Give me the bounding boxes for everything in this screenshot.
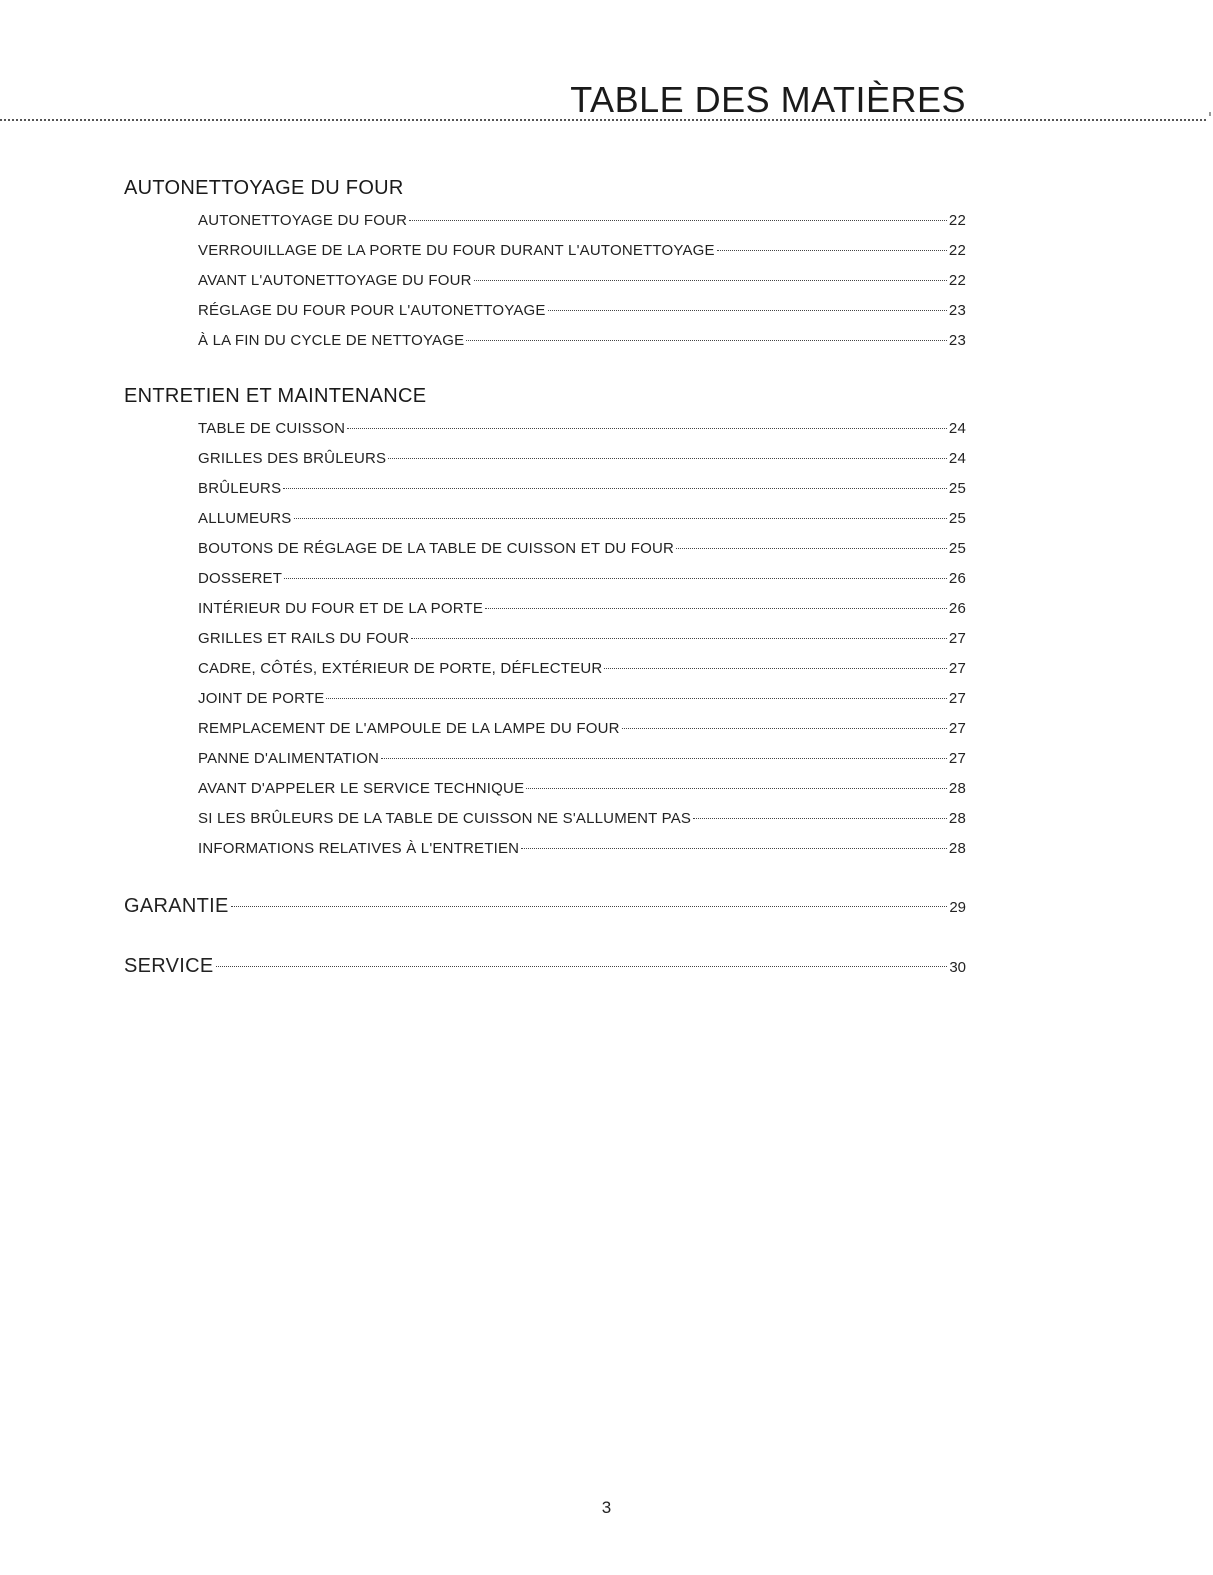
section-spacer: [124, 926, 966, 946]
table-of-contents: [124, 170, 966, 986]
toc-entry[interactable]: [198, 414, 966, 444]
dot-leader: [622, 728, 947, 729]
toc-entry-page: 22: [948, 272, 966, 289]
toc-entry[interactable]: [198, 654, 966, 684]
toc-entry-label: TABLE DE CUISSON: [198, 420, 346, 437]
page-title: TABLE DES MATIÈRES: [570, 79, 966, 120]
toc-entry-page: 28: [948, 810, 966, 827]
dot-leader: [283, 488, 947, 489]
toc-entry[interactable]: [198, 684, 966, 714]
dot-leader: [526, 788, 947, 789]
toc-entry-page: 28: [948, 840, 966, 857]
toc-entry-label: SI LES BRÛLEURS DE LA TABLE DE CUISSON NE S'ALLUMENT PAS: [198, 810, 692, 827]
toc-entry[interactable]: [198, 714, 966, 744]
toc-entry-garantie[interactable]: [124, 886, 966, 926]
section-title: ENTRETIEN ET MAINTENANCE: [124, 385, 427, 407]
toc-entry-page: 27: [948, 720, 966, 737]
toc-entry-label: AVANT D'APPELER LE SERVICE TECHNIQUE: [198, 780, 525, 797]
toc-entry-label: SERVICE: [124, 955, 214, 977]
toc-entry-page: 29: [949, 899, 966, 916]
section-entries: [124, 414, 966, 864]
dot-leader: [388, 458, 947, 459]
dot-leader: [693, 818, 947, 819]
toc-entry-page: 27: [948, 630, 966, 647]
toc-entry-page: 26: [948, 570, 966, 587]
dot-leader: [216, 966, 948, 967]
toc-entry[interactable]: [198, 594, 966, 624]
toc-entry[interactable]: [198, 834, 966, 864]
toc-entry-label: ALLUMEURS: [198, 510, 292, 527]
page-number: 3: [601, 1498, 612, 1517]
toc-entry[interactable]: [198, 326, 966, 356]
toc-entry-label: BRÛLEURS: [198, 480, 282, 497]
toc-entry-label: À LA FIN DU CYCLE DE NETTOYAGE: [198, 332, 465, 349]
toc-entry-label: BOUTONS DE RÉGLAGE DE LA TABLE DE CUISSON ET DU FOUR: [198, 540, 675, 557]
dot-leader: [676, 548, 947, 549]
toc-section-autonettoyage: [124, 170, 966, 356]
toc-entry-label: RÉGLAGE DU FOUR POUR L'AUTONETTOYAGE: [198, 302, 546, 319]
toc-entry-label: GRILLES ET RAILS DU FOUR: [198, 630, 410, 647]
toc-entry-label: GRILLES DES BRÛLEURS: [198, 450, 387, 467]
page-header: [0, 0, 1213, 130]
section-title: AUTONETTOYAGE DU FOUR: [124, 177, 404, 199]
dot-leader: [474, 280, 947, 281]
toc-entry[interactable]: [198, 744, 966, 774]
toc-entry-page: 30: [949, 959, 966, 976]
toc-entry-label: VERROUILLAGE DE LA PORTE DU FOUR DURANT L'AUTONETTOYAGE: [198, 242, 715, 259]
toc-entry[interactable]: [198, 534, 966, 564]
toc-entry[interactable]: [198, 266, 966, 296]
toc-entry-page: 27: [948, 690, 966, 707]
toc-entry-page: 25: [948, 510, 966, 527]
dot-leader: [231, 906, 948, 907]
toc-entry[interactable]: [198, 774, 966, 804]
toc-entry-page: 24: [948, 420, 966, 437]
edge-mark: [1209, 112, 1211, 116]
toc-entry-page: 25: [948, 540, 966, 557]
toc-entry-label: CADRE, CÔTÉS, EXTÉRIEUR DE PORTE, DÉFLECTEUR: [198, 660, 603, 677]
toc-entry-page: 23: [948, 332, 966, 349]
toc-entry-label: INTÉRIEUR DU FOUR ET DE LA PORTE: [198, 600, 484, 617]
toc-entry-page: 23: [948, 302, 966, 319]
header-rule: [0, 119, 1206, 121]
toc-entry[interactable]: [198, 564, 966, 594]
toc-entry-page: 25: [948, 480, 966, 497]
toc-entry[interactable]: [198, 624, 966, 654]
toc-entry-page: 27: [948, 660, 966, 677]
toc-entry[interactable]: [198, 474, 966, 504]
dot-leader: [347, 428, 947, 429]
dot-leader: [409, 220, 947, 221]
dot-leader: [294, 518, 947, 519]
dot-leader: [326, 698, 946, 699]
dot-leader: [466, 340, 947, 341]
toc-entry[interactable]: [198, 444, 966, 474]
toc-section-entretien: [124, 378, 966, 864]
toc-entry-label: AVANT L'AUTONETTOYAGE DU FOUR: [198, 272, 472, 289]
dot-leader: [548, 310, 947, 311]
toc-entry-page: 28: [948, 780, 966, 797]
toc-entry-page: 26: [948, 600, 966, 617]
toc-entry[interactable]: [198, 804, 966, 834]
dot-leader: [284, 578, 947, 579]
section-spacer: [124, 864, 966, 886]
toc-entry-page: 27: [948, 750, 966, 767]
dot-leader: [717, 250, 947, 251]
dot-leader: [485, 608, 947, 609]
toc-entry-label: JOINT DE PORTE: [198, 690, 325, 707]
section-spacer: [124, 356, 966, 378]
dot-leader: [604, 668, 946, 669]
toc-entry-label: PANNE D'ALIMENTATION: [198, 750, 380, 767]
dot-leader: [411, 638, 947, 639]
toc-entry-label: REMPLACEMENT DE L'AMPOULE DE LA LAMPE DU FOUR: [198, 720, 620, 737]
dot-leader: [381, 758, 947, 759]
toc-entry-service[interactable]: [124, 946, 966, 986]
toc-entry[interactable]: [198, 236, 966, 266]
toc-entry-label: AUTONETTOYAGE DU FOUR: [198, 212, 408, 229]
toc-entry-label: INFORMATIONS RELATIVES À L'ENTRETIEN: [198, 840, 520, 857]
toc-entry-page: 22: [948, 242, 966, 259]
toc-entry[interactable]: [198, 296, 966, 326]
toc-entry[interactable]: [198, 504, 966, 534]
dot-leader: [521, 848, 947, 849]
section-entries: [124, 206, 966, 356]
toc-entry-page: 22: [948, 212, 966, 229]
toc-entry-page: 24: [948, 450, 966, 467]
toc-entry-label: DOSSERET: [198, 570, 283, 587]
toc-entry[interactable]: [198, 206, 966, 236]
toc-entry-label: GARANTIE: [124, 895, 229, 917]
